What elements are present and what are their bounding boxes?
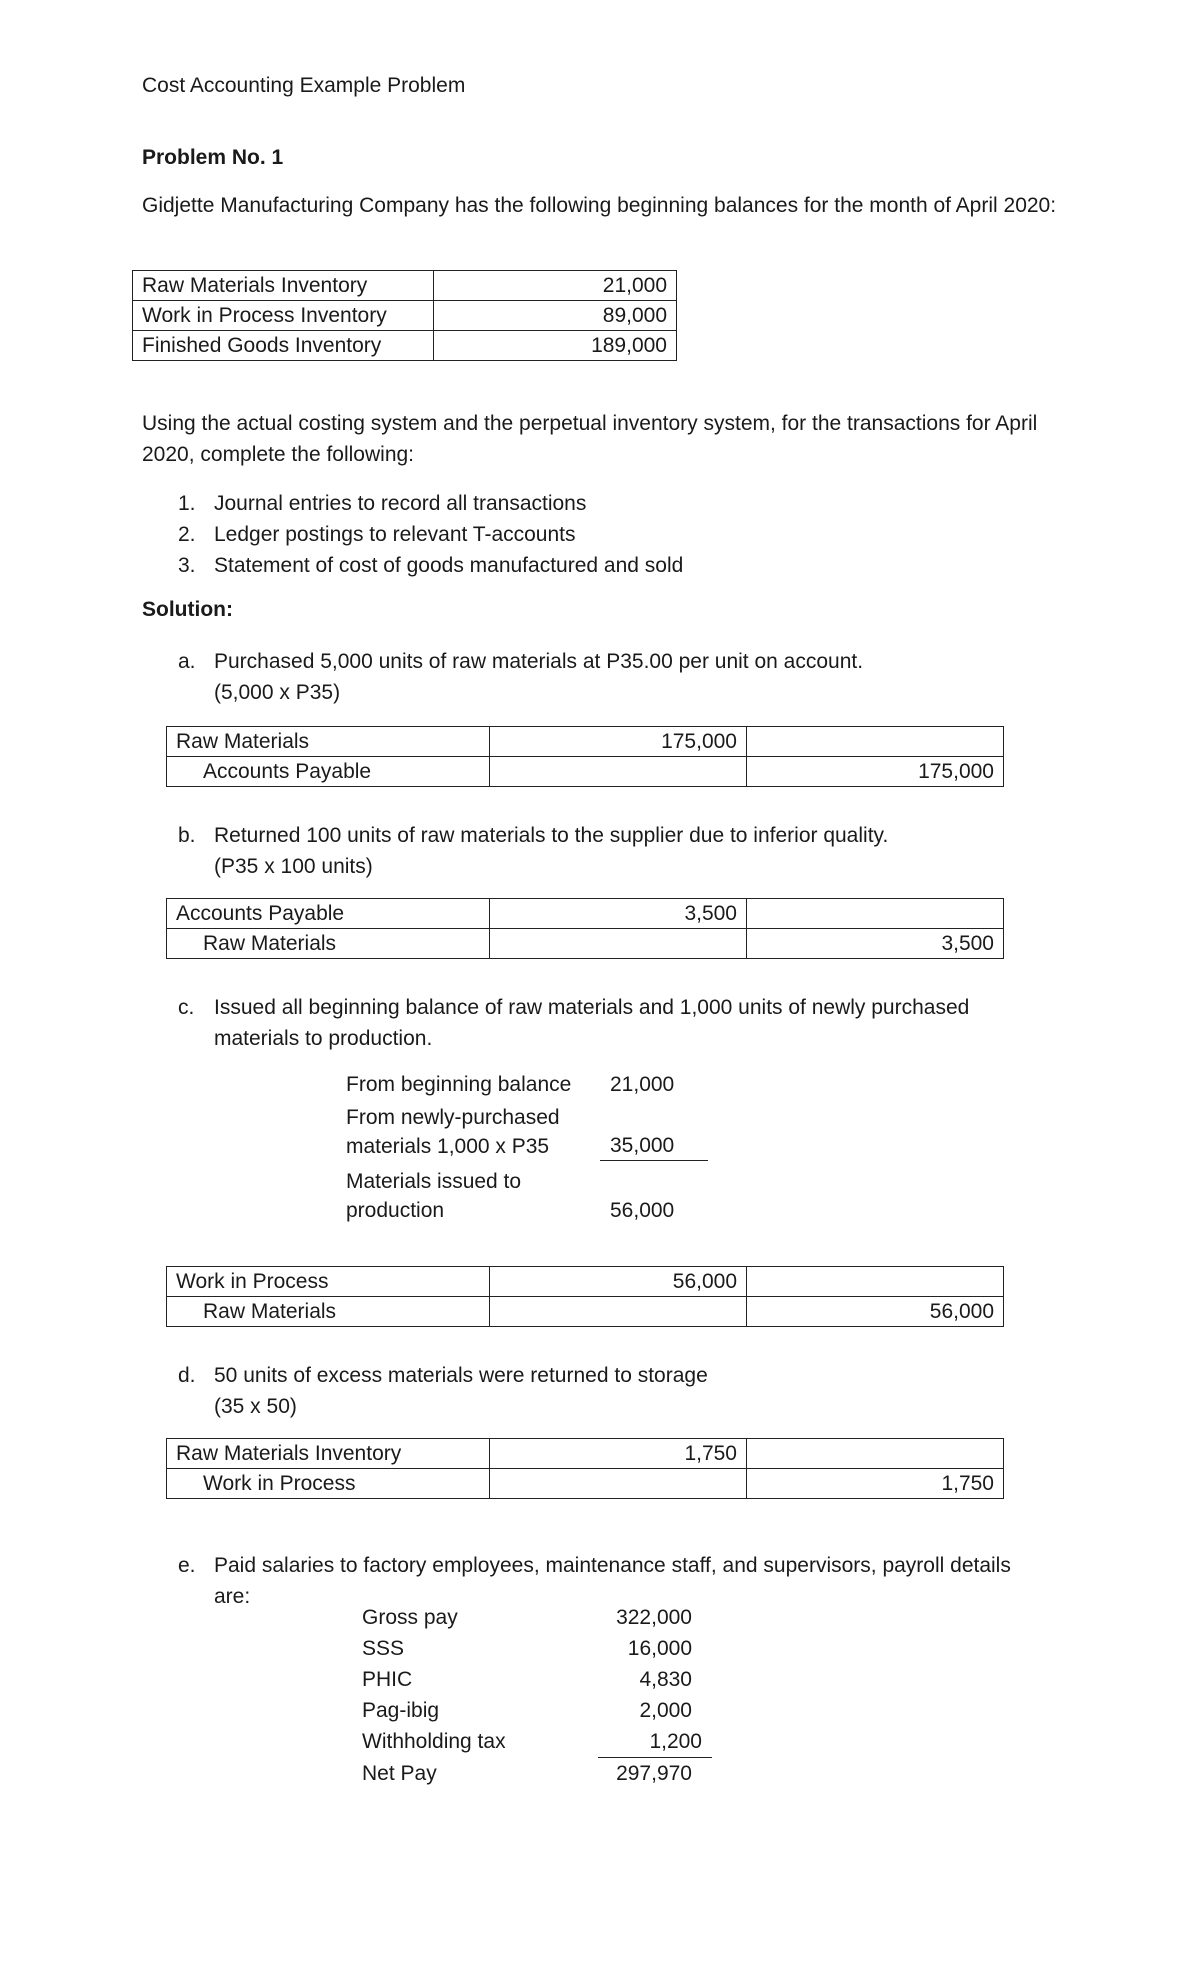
amount-cell: 21,000 <box>434 271 677 301</box>
payroll-label: Net Pay <box>362 1762 437 1785</box>
calc-value: 21,000 <box>610 1073 675 1096</box>
payroll-details <box>362 1602 702 1789</box>
table-row <box>167 1267 1004 1297</box>
problem-heading: Problem No. 1 <box>142 146 284 169</box>
amount-cell: 189,000 <box>434 331 677 361</box>
payroll-label: SSS <box>362 1637 405 1660</box>
table-row <box>167 1439 1004 1469</box>
account-cell: Work in Process <box>167 1469 490 1499</box>
calc-row <box>346 1103 708 1161</box>
journal-entry-c <box>166 1266 1004 1327</box>
account-cell: Raw Materials <box>167 727 490 757</box>
item-c-description <box>178 992 969 1054</box>
table-row <box>167 727 1004 757</box>
payroll-row <box>362 1664 702 1695</box>
payroll-value: 297,970 <box>616 1762 692 1785</box>
credit-cell <box>747 1267 1004 1297</box>
payroll-value: 2,000 <box>639 1699 692 1722</box>
calc-label: Materials issued to production <box>346 1170 522 1222</box>
journal-entry-d <box>166 1438 1004 1499</box>
list-text: Journal entries to record all transactions <box>214 492 587 515</box>
payroll-label: Pag-ibig <box>362 1699 440 1722</box>
credit-cell: 3,500 <box>747 929 1004 959</box>
amount-cell: 89,000 <box>434 301 677 331</box>
journal-entry-b <box>166 898 1004 959</box>
credit-cell <box>747 727 1004 757</box>
debit-cell <box>490 929 747 959</box>
account-cell: Raw Materials Inventory <box>167 1439 490 1469</box>
calc-value: 35,000 <box>600 1131 708 1161</box>
table-row <box>167 1297 1004 1327</box>
payroll-label: PHIC <box>362 1668 413 1691</box>
materials-issued-calculation <box>346 1070 708 1225</box>
calc-row <box>346 1167 708 1225</box>
table-row <box>167 899 1004 929</box>
item-letter: a. <box>178 650 196 673</box>
credit-cell: 175,000 <box>747 757 1004 787</box>
item-line: Returned 100 units of raw materials to the supplier due to inferior quality. <box>214 824 889 847</box>
credit-cell: 1,750 <box>747 1469 1004 1499</box>
solution-heading: Solution: <box>142 598 233 621</box>
calc-label: From newly-purchased materials 1,000 x P35 <box>346 1106 560 1158</box>
debit-cell: 56,000 <box>490 1267 747 1297</box>
item-line: Purchased 5,000 units of raw materials at P35.00 per unit on account. <box>214 650 864 673</box>
payroll-value: 4,830 <box>639 1668 692 1691</box>
table-row <box>133 331 677 361</box>
list-item <box>178 550 683 581</box>
account-cell: Work in Process Inventory <box>133 301 434 331</box>
payroll-row <box>362 1695 702 1726</box>
list-number: 3. <box>178 554 196 577</box>
item-line: are: <box>214 1585 251 1608</box>
payroll-row <box>362 1758 702 1789</box>
table-row <box>133 301 677 331</box>
debit-cell: 175,000 <box>490 727 747 757</box>
item-line: materials to production. <box>214 1027 433 1050</box>
item-letter: e. <box>178 1554 196 1577</box>
list-item <box>178 488 683 519</box>
payroll-value: 322,000 <box>616 1606 692 1629</box>
item-letter: b. <box>178 824 196 847</box>
item-line: (5,000 x P35) <box>214 681 341 704</box>
table-row <box>167 929 1004 959</box>
item-letter: c. <box>178 996 195 1019</box>
account-cell: Work in Process <box>167 1267 490 1297</box>
table-row <box>167 757 1004 787</box>
list-number: 1. <box>178 492 196 515</box>
item-line: (P35 x 100 units) <box>214 855 373 878</box>
account-cell: Raw Materials <box>167 1297 490 1327</box>
credit-cell <box>747 1439 1004 1469</box>
account-cell: Raw Materials <box>167 929 490 959</box>
calc-value: 56,000 <box>610 1199 675 1222</box>
table-row <box>133 271 677 301</box>
item-line: (35 x 50) <box>214 1395 297 1418</box>
payroll-label: Gross pay <box>362 1606 458 1629</box>
item-line: Issued all beginning balance of raw materials and 1,000 units of newly purchased <box>214 996 970 1019</box>
list-text: Statement of cost of goods manufactured and sold <box>214 554 684 577</box>
requirements-list <box>178 488 683 581</box>
intro-paragraph: Gidjette Manufacturing Company has the following beginning balances for the month of April 2020: <box>142 194 1057 217</box>
payroll-label: Withholding tax <box>362 1730 506 1753</box>
debit-cell <box>490 757 747 787</box>
account-cell: Raw Materials Inventory <box>133 271 434 301</box>
payroll-value: 1,200 <box>598 1726 712 1758</box>
payroll-row <box>362 1726 702 1758</box>
list-item <box>178 519 683 550</box>
calc-label: From beginning balance <box>346 1073 572 1096</box>
item-b-description <box>178 820 888 882</box>
account-cell: Finished Goods Inventory <box>133 331 434 361</box>
payroll-value: 16,000 <box>627 1637 692 1660</box>
calc-row <box>346 1070 708 1099</box>
debit-cell: 3,500 <box>490 899 747 929</box>
item-letter: d. <box>178 1364 196 1387</box>
beginning-balances-table <box>132 270 677 361</box>
payroll-row <box>362 1633 702 1664</box>
item-line: 50 units of excess materials were returned to storage <box>214 1364 708 1387</box>
list-text: Ledger postings to relevant T-accounts <box>214 523 576 546</box>
payroll-row <box>362 1602 702 1633</box>
journal-entry-a <box>166 726 1004 787</box>
account-cell: Accounts Payable <box>167 899 490 929</box>
item-d-description <box>178 1360 708 1422</box>
instructions-paragraph: Using the actual costing system and the perpetual inventory system, for the transactions for April 2020, complete the following: <box>142 412 1038 466</box>
account-cell: Accounts Payable <box>167 757 490 787</box>
document-title: Cost Accounting Example Problem <box>142 74 466 97</box>
table-row <box>167 1469 1004 1499</box>
credit-cell <box>747 899 1004 929</box>
debit-cell <box>490 1469 747 1499</box>
debit-cell: 1,750 <box>490 1439 747 1469</box>
item-line: Paid salaries to factory employees, maintenance staff, and supervisors, payroll details <box>214 1554 1011 1577</box>
item-a-description <box>178 646 863 708</box>
credit-cell: 56,000 <box>747 1297 1004 1327</box>
debit-cell <box>490 1297 747 1327</box>
list-number: 2. <box>178 523 196 546</box>
